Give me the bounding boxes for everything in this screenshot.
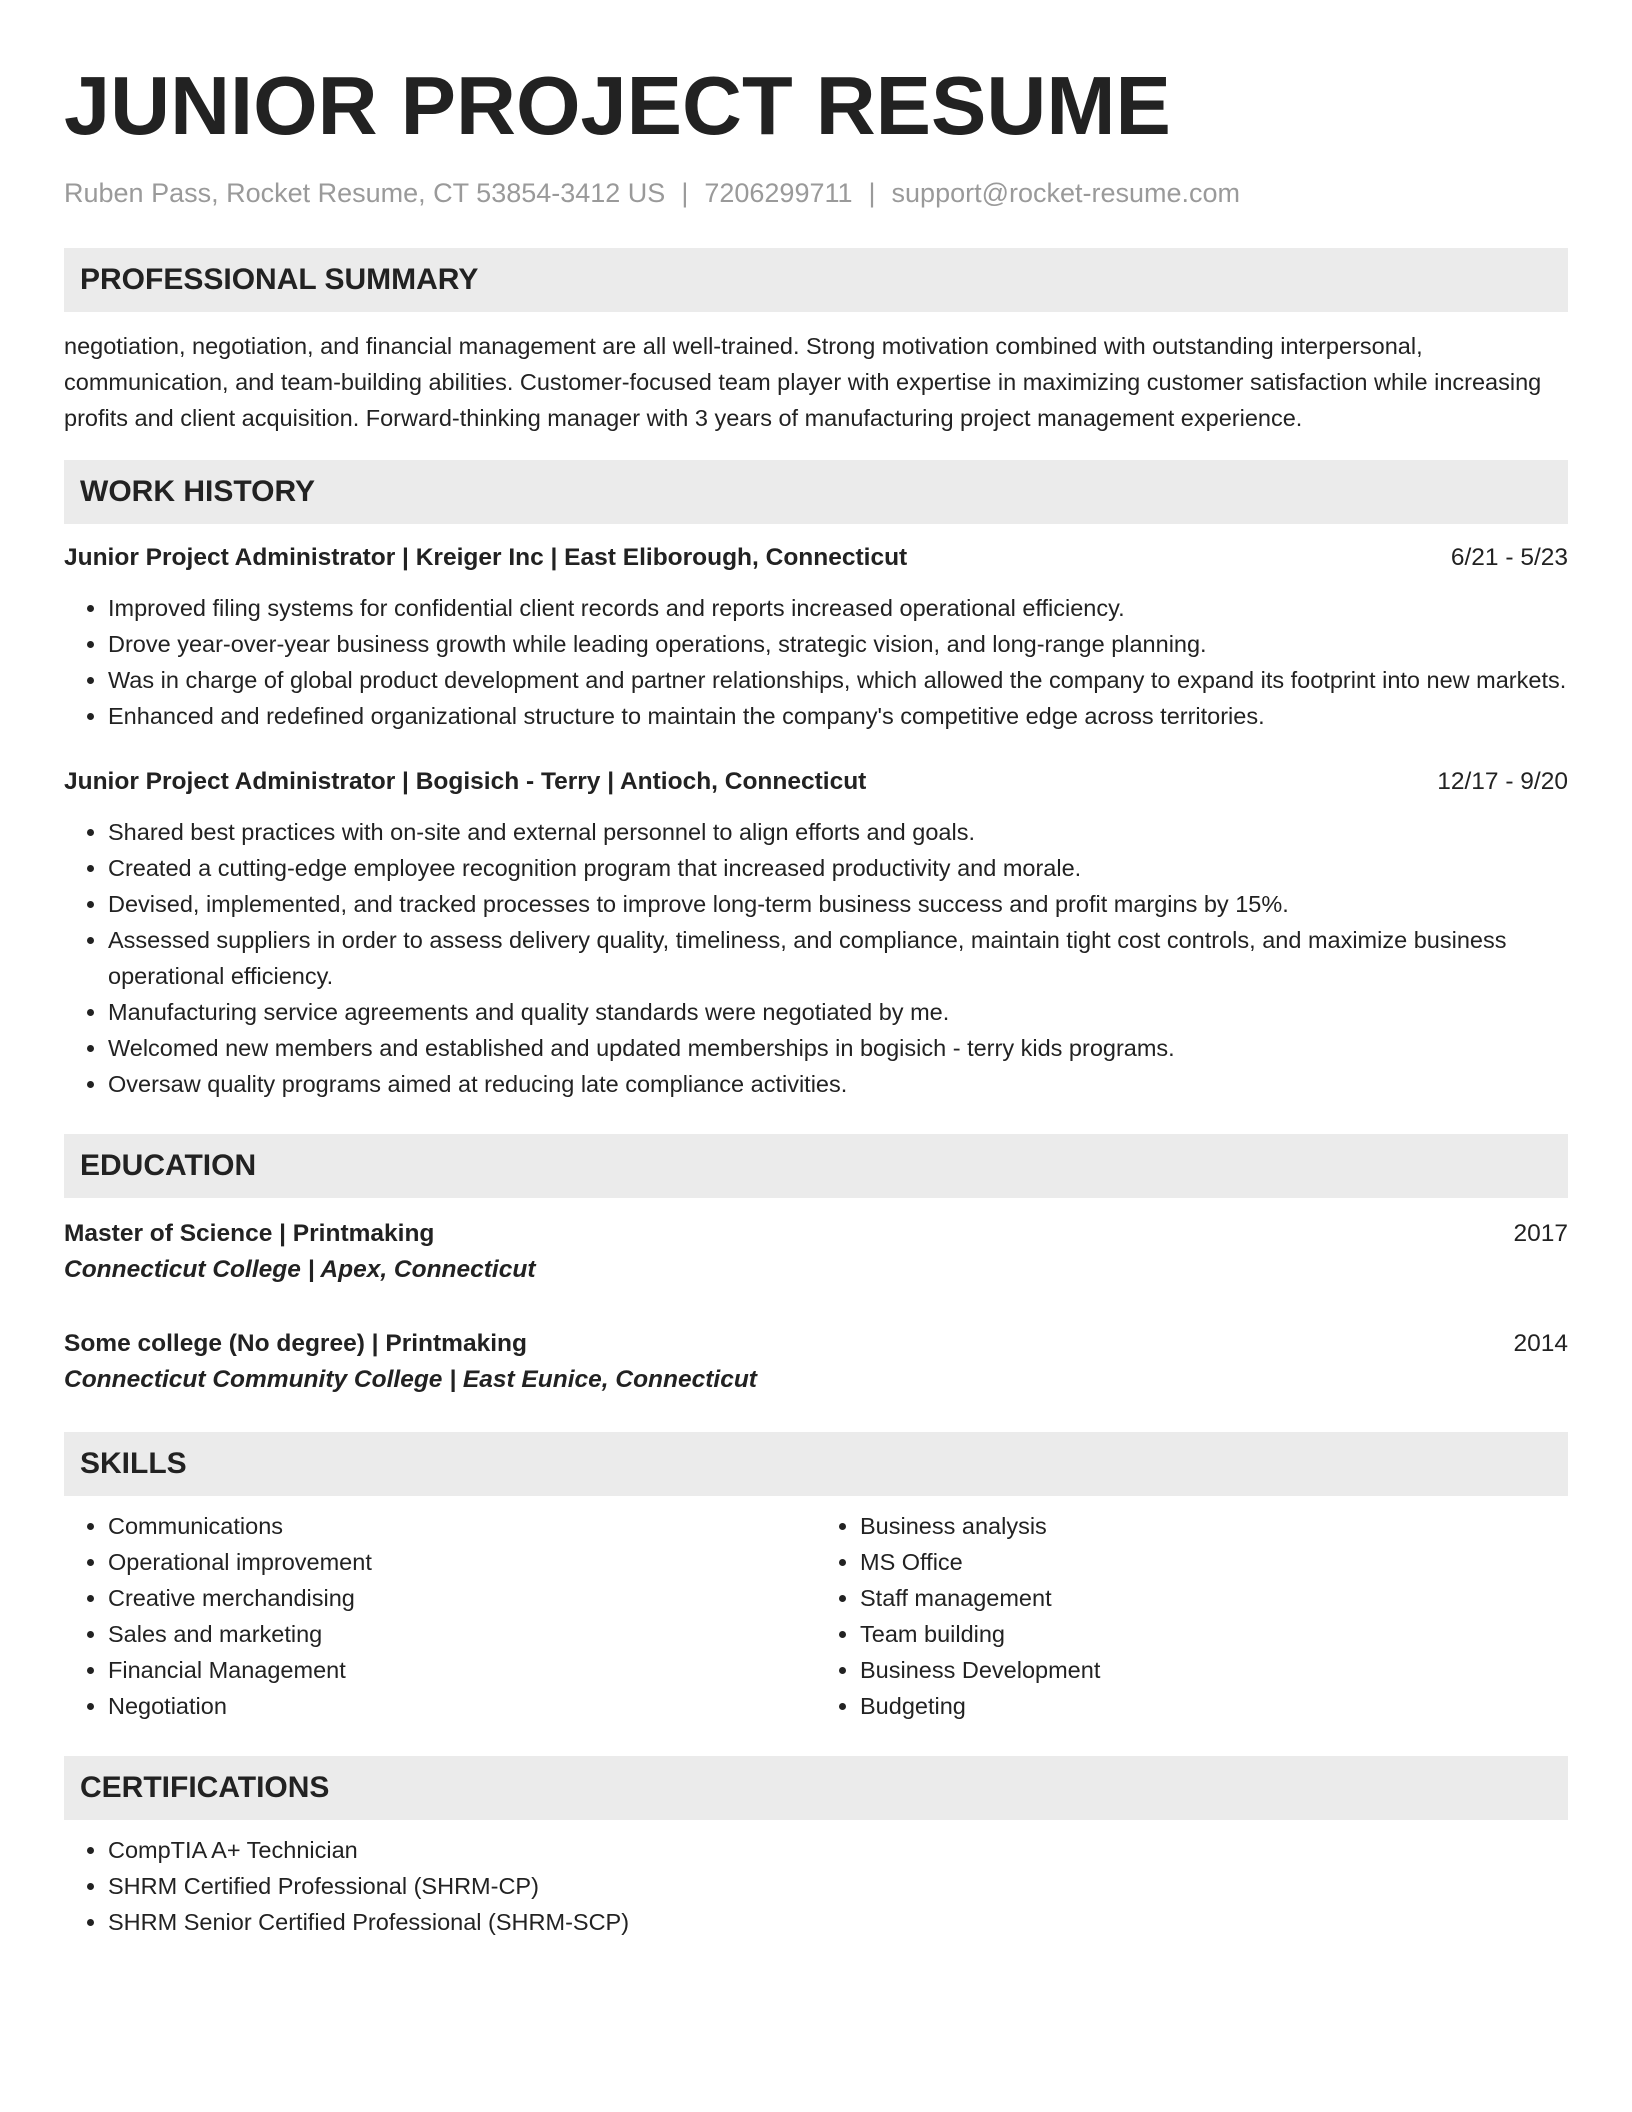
skills-list	[64, 1496, 1568, 1724]
job-header	[64, 764, 1568, 800]
contact-address: Ruben Pass, Rocket Resume, CT 53854-3412 US	[64, 178, 666, 208]
skill-item: • Budgeting	[860, 1688, 1568, 1724]
section-heading-certifications: CERTIFICATIONS	[64, 1756, 1568, 1820]
job-bullet: • Manufacturing service agreements and quality standards were negotiated by me.	[108, 994, 1568, 1030]
job-title: Junior Project Administrator | Kreiger Inc | East Eliborough, Connecticut	[64, 544, 908, 571]
certification-item: • SHRM Senior Certified Professional (SHRM-SCP)	[108, 1904, 1568, 1940]
skill-item: • Team building	[860, 1616, 1568, 1652]
job-entry	[64, 540, 1568, 734]
section-heading-summary: PROFESSIONAL SUMMARY	[64, 248, 1568, 312]
job-bullet: • Welcomed new members and established and updated memberships in bogisich - terry kids programs.	[108, 1030, 1568, 1066]
skill-item: • Creative merchandising	[108, 1580, 816, 1616]
job-header	[64, 540, 1568, 576]
job-bullets	[64, 814, 1568, 1102]
job-entry	[64, 764, 1568, 1102]
job-dates: 6/21 - 5/23	[1450, 544, 1568, 571]
education-school: Connecticut College | Apex, Connecticut	[64, 1256, 536, 1283]
education-header	[64, 1216, 1568, 1252]
job-title: Junior Project Administrator | Bogisich - Terry | Antioch, Connecticut	[64, 768, 867, 795]
education-entry	[64, 1326, 1568, 1398]
job-bullets	[64, 590, 1568, 734]
certifications-list	[64, 1832, 1568, 1940]
job-bullet: • Assessed suppliers in order to assess delivery quality, timeliness, and compliance, maintain tight cost controls, and maximize business operational efficiency.	[108, 922, 1568, 994]
job-bullet: • Devised, implemented, and tracked processes to improve long-term business success and profit margins by 15%.	[108, 886, 1568, 922]
contact-phone: 7206299711	[704, 178, 853, 208]
job-bullet: • Enhanced and redefined organizational structure to maintain the company's competitive edge across territories.	[108, 698, 1568, 734]
education-school: Connecticut Community College | East Eunice, Connecticut	[64, 1366, 757, 1393]
contact-separator: |	[868, 178, 876, 208]
job-bullet: • Created a cutting-edge employee recognition program that increased productivity and morale.	[108, 850, 1568, 886]
skill-item: • Sales and marketing	[108, 1616, 816, 1652]
education-year: 2017	[1513, 1220, 1568, 1247]
skill-item: • MS Office	[860, 1544, 1568, 1580]
section-heading-work: WORK HISTORY	[64, 460, 1568, 524]
education-year: 2014	[1513, 1330, 1568, 1357]
job-bullet: • Shared best practices with on-site and external personnel to align efforts and goals.	[108, 814, 1568, 850]
job-bullet: • Improved filing systems for confidential client records and reports increased operational efficiency.	[108, 590, 1568, 626]
skill-item: • Business Development	[860, 1652, 1568, 1688]
skill-item: • Business analysis	[860, 1508, 1568, 1544]
skill-item: • Operational improvement	[108, 1544, 816, 1580]
education-entry	[64, 1216, 1568, 1288]
skill-item: • Staff management	[860, 1580, 1568, 1616]
contact-line	[64, 176, 1568, 210]
skills-column-left	[64, 1508, 816, 1724]
summary-text: negotiation, negotiation, and financial management are all well-trained. Strong motivation combined with outstanding interpersonal, communication, and team-building abilities. Customer-focused team player with expertise in maximizing customer satisfaction while increasing profits and client acquisition. Forward-thinking manager with 3 years of manufacturing project management experience.	[64, 333, 1542, 431]
certification-item: • SHRM Certified Professional (SHRM-CP)	[108, 1868, 1568, 1904]
skill-item: • Negotiation	[108, 1688, 816, 1724]
education-degree: Master of Science | Printmaking	[64, 1220, 435, 1247]
section-heading-education: EDUCATION	[64, 1134, 1568, 1198]
skills-column-right	[816, 1508, 1568, 1724]
section-heading-skills: SKILLS	[64, 1432, 1568, 1496]
skill-item: • Financial Management	[108, 1652, 816, 1688]
contact-separator: |	[681, 178, 689, 208]
job-bullet: • Was in charge of global product development and partner relationships, which allowed the company to expand its footprint into new markets.	[108, 662, 1568, 698]
job-dates: 12/17 - 9/20	[1437, 768, 1568, 795]
education-degree: Some college (No degree) | Printmaking	[64, 1330, 527, 1357]
job-bullet: • Oversaw quality programs aimed at reducing late compliance activities.	[108, 1066, 1568, 1102]
certification-item: • CompTIA A+ Technician	[108, 1832, 1568, 1868]
education-header	[64, 1326, 1568, 1362]
resume-title: JUNIOR PROJECT RESUME	[64, 59, 1171, 152]
contact-email: support@rocket-resume.com	[891, 178, 1241, 208]
job-bullet: • Drove year-over-year business growth while leading operations, strategic vision, and long-range planning.	[108, 626, 1568, 662]
skill-item: • Communications	[108, 1508, 816, 1544]
